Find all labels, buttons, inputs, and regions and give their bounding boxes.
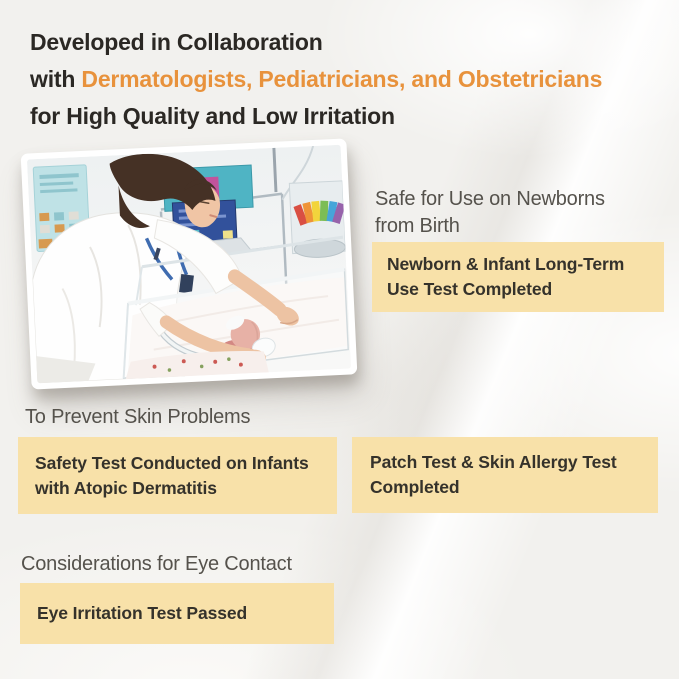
box-skin-right-line1: Patch Test & Skin Allergy Test [370,452,617,472]
caption-eye-contact [21,551,292,578]
caption-eye-text: Considerations for Eye Contact [21,553,292,575]
caption-newborn-line1: Safe for Use on Newborns [375,188,605,210]
box-eye-line1: Eye Irritation Test Passed [37,603,248,623]
box-atopic-dermatitis-test [18,437,337,514]
caption-skin-text: To Prevent Skin Problems [25,406,251,428]
caption-newborn-line2: from Birth [375,215,460,237]
headline [30,24,602,135]
headline-line2-prefix: with [30,66,76,92]
box-newborn-line2: Use Test Completed [387,279,553,299]
box-skin-left-line1: Safety Test Conducted on Infants [35,452,309,473]
photo-illustration [27,145,351,384]
box-skin-left-line2: with Atopic Dermatitis [35,477,217,498]
headline-line2 [30,61,602,98]
caption-skin-problems [25,404,250,431]
headline-line2-highlight: Dermatologists, Pediatricians, and Obstetricians [81,66,603,92]
box-newborn-long-term-test [372,242,664,312]
box-newborn-line1: Newborn & Infant Long-Term [387,254,625,274]
headline-line3: for High Quality and Low Irritation [30,103,395,129]
box-skin-right-line2: Completed [370,477,460,497]
box-eye-irritation-test [20,583,334,644]
photo-nurse-newborn [21,138,358,389]
id-badge [179,274,194,294]
caption-newborn-safety [375,186,605,240]
box-patch-allergy-test [352,437,658,513]
headline-line1: Developed in Collaboration [30,29,323,55]
